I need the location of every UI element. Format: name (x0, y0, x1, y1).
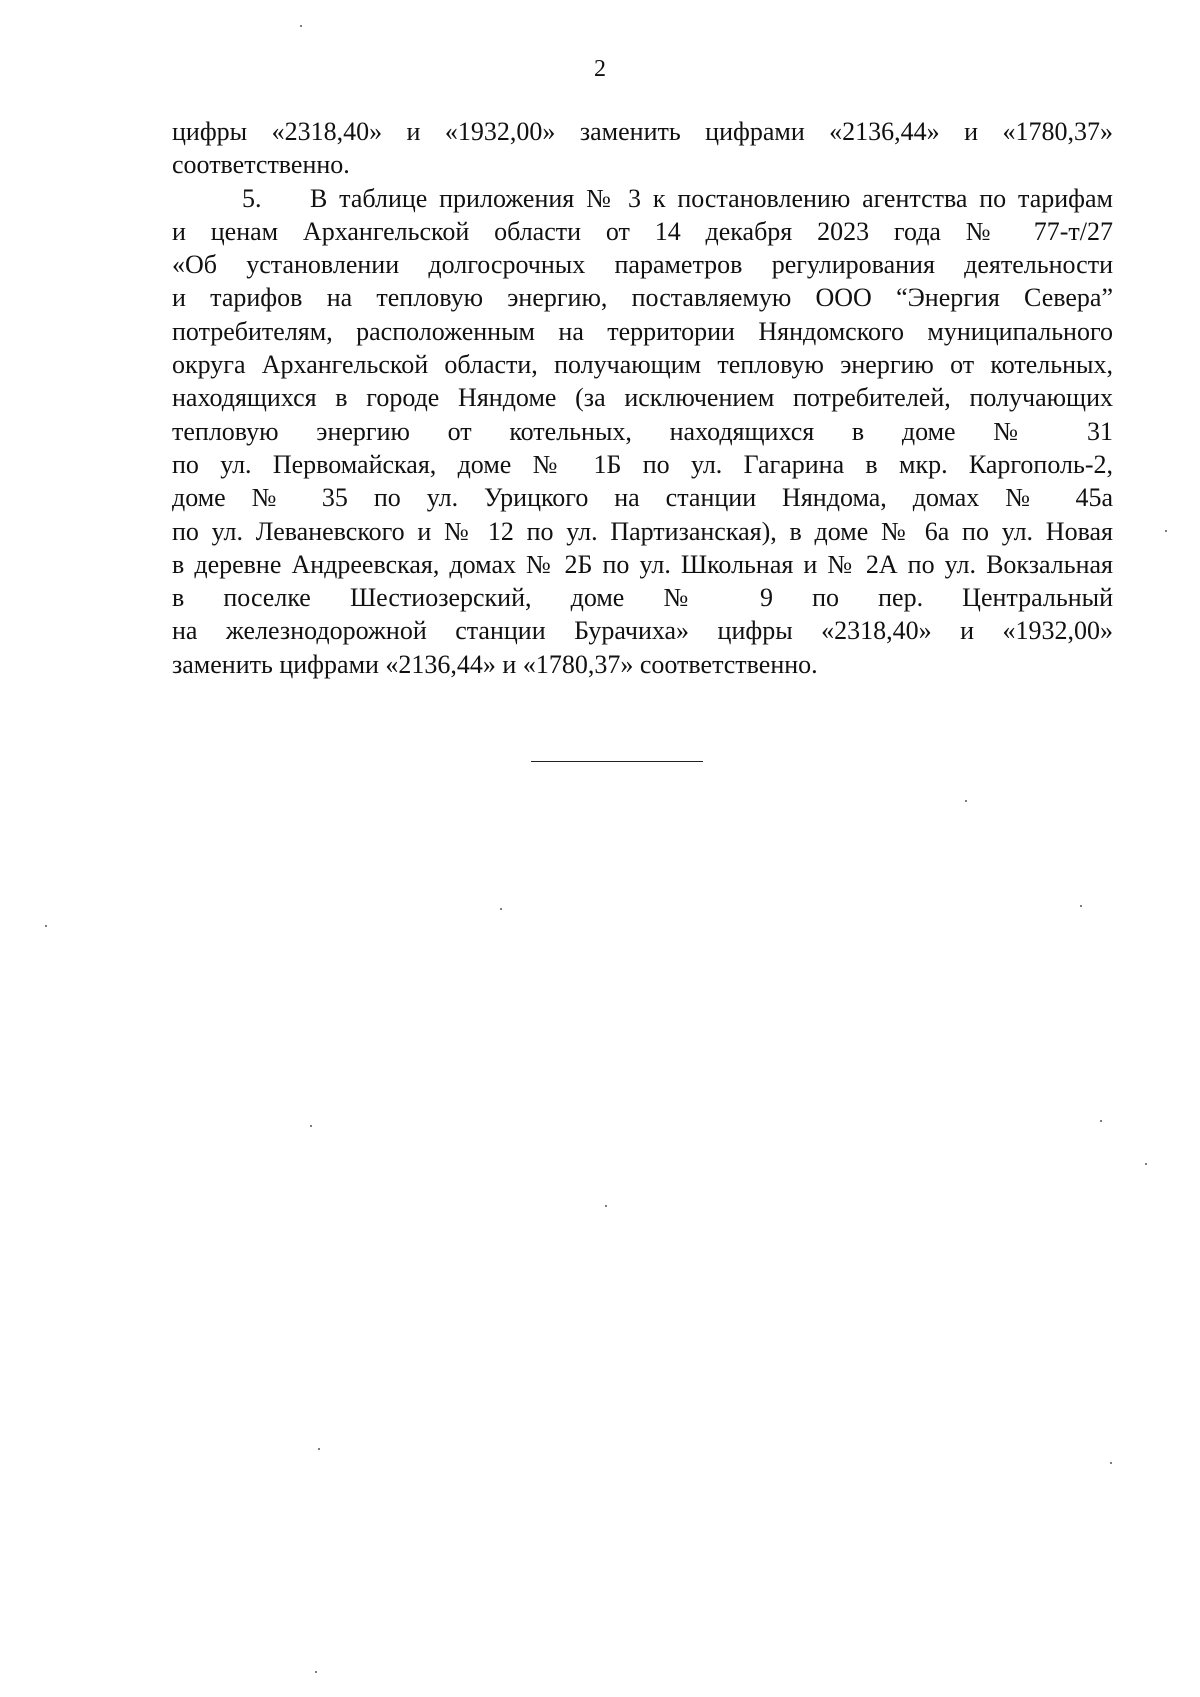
paragraph-tariff-replacement-end (172, 115, 1113, 182)
scan-speck (965, 800, 967, 802)
end-separator-line (531, 761, 703, 762)
text-line: по ул. Первомайская, доме № 1Б по ул. Гагарина в мкр. Каргополь-2, (172, 449, 1113, 479)
scan-speck (318, 1448, 320, 1450)
document-body (172, 115, 1113, 681)
text-line (172, 182, 1113, 215)
scan-speck (1100, 1120, 1102, 1122)
text-line: находящихся в городе Няндоме (за исключением потребителей, получающих (172, 383, 1113, 413)
text-line: и ценам Архангельской области от 14 декабря 2023 года № 77-т/27 (172, 216, 1113, 246)
text-line: тепловую энергию от котельных, находящихся в доме № 31 (172, 416, 1113, 446)
scan-speck (300, 25, 302, 27)
text-line: заменить цифрами «2136,44» и «1780,37» соответственно. (172, 649, 818, 679)
paragraph-item-5 (172, 182, 1113, 681)
text-line: в поселке Шестиозерский, доме № 9 по пер. Центральный (172, 583, 1113, 613)
scan-speck (1145, 1163, 1147, 1165)
text-line: «Об установлении долгосрочных параметров регулирования деятельности (172, 250, 1113, 280)
scan-speck (1080, 905, 1082, 907)
item-number: 5. (242, 183, 262, 213)
text-line: по ул. Леваневского и № 12 по ул. Партизанская), в доме № 6а по ул. Новая (172, 516, 1113, 546)
item-first-line: В таблице приложения № 3 к постановлению агентства по тарифам (310, 183, 1113, 213)
text-line: в деревне Андреевская, домах № 2Б по ул. Школьная и № 2А по ул. Вокзальная (172, 549, 1113, 579)
scan-speck (310, 1125, 312, 1127)
scan-speck (1165, 530, 1167, 532)
page-number: 2 (594, 56, 606, 82)
scan-speck (45, 925, 47, 927)
scan-speck (315, 1671, 317, 1673)
text-line: цифры «2318,40» и «1932,00» заменить цифрами «2136,44» и «1780,37» (172, 117, 1113, 146)
text-line: на железнодорожной станции Бурачиха» цифры «2318,40» и «1932,00» (172, 616, 1113, 646)
scan-speck (1110, 1462, 1112, 1464)
scan-speck (500, 908, 502, 910)
text-line: соответственно. (172, 150, 350, 180)
text-line: округа Архангельской области, получающим тепловую энергию от котельных, (172, 350, 1113, 380)
text-line: потребителям, расположенным на территории Няндомского муниципального (172, 316, 1113, 346)
text-line: и тарифов на тепловую энергию, поставляемую ООО “Энергия Севера” (172, 283, 1113, 313)
text-line: доме № 35 по ул. Урицкого на станции Няндома, домах № 45а (172, 483, 1113, 513)
scan-speck (605, 1205, 607, 1207)
